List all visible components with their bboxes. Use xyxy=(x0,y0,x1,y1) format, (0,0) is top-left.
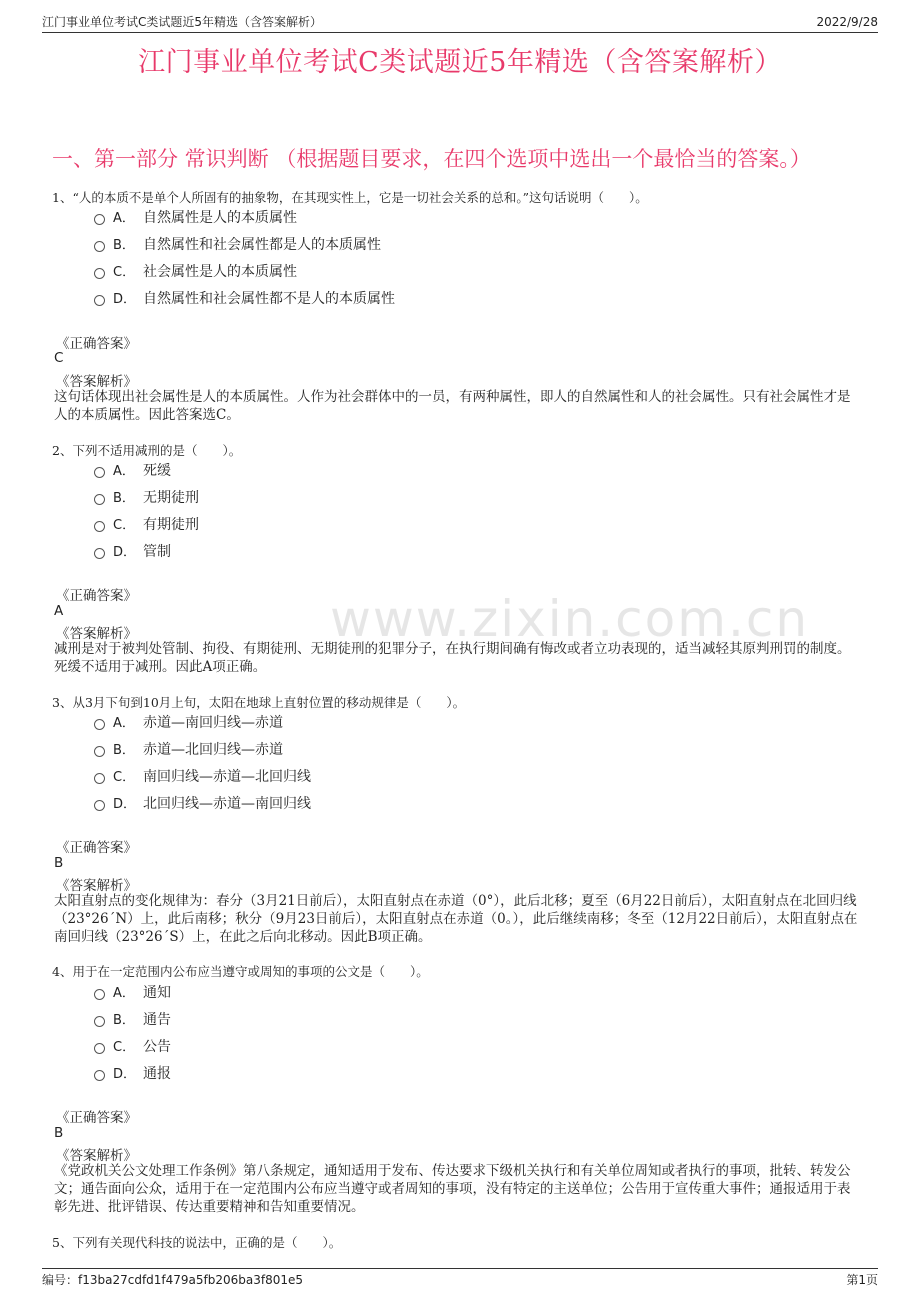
document-id: 编号：f13ba27cdfd1f479a5fb206ba3f801e5 xyxy=(42,1273,304,1287)
question-3-explanation: 太阳直射点的变化规律为：春分（3月21日前后），太阳直射点在赤道（0°），此后北移；夏至（6月22日前后），太阳直射点在北回归线（23°26´N）上，此后南移；秋分（9月23日前后），太阳直射点在赤道（0。），此后继续南移；冬至（12月22日前后），太阳直射点在南回归线（23°26´S）上，在此之后向北移动。因此B项正确。 xyxy=(54,893,858,945)
question-2-answer: A xyxy=(54,603,64,619)
question-2-option-b[interactable]: B． 无期徒刑 xyxy=(94,488,199,508)
radio-icon[interactable] xyxy=(94,719,105,730)
radio-icon[interactable] xyxy=(94,989,105,1000)
watermark: www.zixin.com.cn xyxy=(330,590,810,648)
question-4-text: 4、用于在一定范围内公布应当遵守或周知的事项的公文是（ ）。 xyxy=(52,964,429,979)
radio-icon[interactable] xyxy=(94,1070,105,1081)
radio-icon[interactable] xyxy=(94,241,105,252)
correct-answer-label: 《正确答案》 xyxy=(56,336,137,352)
question-1-answer: C xyxy=(54,350,64,366)
radio-icon[interactable] xyxy=(94,268,105,279)
question-2-option-c[interactable]: C． 有期徒刑 xyxy=(94,515,199,535)
question-4-option-a[interactable]: A． 通知 xyxy=(94,983,171,1003)
analysis-label: 《答案解析》 xyxy=(56,1148,137,1164)
radio-icon[interactable] xyxy=(94,1043,105,1054)
question-5-text: 5、下列有关现代科技的说法中，正确的是（ ）。 xyxy=(52,1235,342,1250)
question-3-option-a[interactable]: A． 赤道—南回归线—赤道 xyxy=(94,713,283,733)
question-4-option-b[interactable]: B． 通告 xyxy=(94,1010,171,1030)
page-number: 第1页 xyxy=(846,1273,878,1287)
radio-icon[interactable] xyxy=(94,467,105,478)
question-2-explanation: 减刑是对于被判处管制、拘役、有期徒刑、无期徒刑的犯罪分子，在执行期间确有悔改或者立功表现的，适当减轻其原判刑罚的制度。死缓不适用于减刑。因此A项正确。 xyxy=(54,641,851,675)
question-4-option-c[interactable]: C． 公告 xyxy=(94,1037,171,1057)
question-3-option-b[interactable]: B． 赤道—北回归线—赤道 xyxy=(94,740,283,760)
radio-icon[interactable] xyxy=(94,1016,105,1027)
question-3-answer: B xyxy=(54,855,64,871)
radio-icon[interactable] xyxy=(94,214,105,225)
document-title: 江门事业单位考试C类试题近5年精选（含答案解析） xyxy=(138,47,782,78)
page-footer xyxy=(42,1268,878,1288)
question-2-option-d[interactable]: D． 管制 xyxy=(94,542,171,562)
question-1-option-d[interactable]: D． 自然属性和社会属性都不是人的本质属性 xyxy=(94,289,395,309)
question-2-text: 2、下列不适用减刑的是（ ）。 xyxy=(52,443,242,458)
radio-icon[interactable] xyxy=(94,773,105,784)
radio-icon[interactable] xyxy=(94,548,105,559)
question-1-option-c[interactable]: C． 社会属性是人的本质属性 xyxy=(94,262,297,282)
question-1-text: 1、“人的本质不是单个人所固有的抽象物，在其现实性上，它是一切社会关系的总和。”这句话说明（ ）。 xyxy=(52,190,648,205)
question-1-explanation: 这句话体现出社会属性是人的本质属性。人作为社会群体中的一员，有两种属性，即人的自然属性和人的社会属性。只有社会属性才是人的本质属性。因此答案选C。 xyxy=(54,389,851,423)
question-3-text: 3、从3月下旬到10月上旬，太阳在地球上直射位置的移动规律是（ ）。 xyxy=(52,695,466,710)
radio-icon[interactable] xyxy=(94,521,105,532)
question-3-option-c[interactable]: C． 南回归线—赤道—北回归线 xyxy=(94,767,311,787)
radio-icon[interactable] xyxy=(94,800,105,811)
correct-answer-label: 《正确答案》 xyxy=(56,840,137,856)
correct-answer-label: 《正确答案》 xyxy=(56,1110,137,1126)
question-1-option-a[interactable]: A． 自然属性是人的本质属性 xyxy=(94,208,297,228)
header-date: 2022/9/28 xyxy=(816,15,878,29)
question-4-answer: B xyxy=(54,1125,64,1141)
radio-icon[interactable] xyxy=(94,746,105,757)
radio-icon[interactable] xyxy=(94,295,105,306)
analysis-label: 《答案解析》 xyxy=(56,878,137,894)
radio-icon[interactable] xyxy=(94,494,105,505)
analysis-label: 《答案解析》 xyxy=(56,374,137,390)
section-heading: 一、第一部分 常识判断 （根据题目要求，在四个选项中选出一个最恰当的答案。） xyxy=(52,147,811,171)
analysis-label: 《答案解析》 xyxy=(56,626,137,642)
question-4-option-d[interactable]: D． 通报 xyxy=(94,1064,171,1084)
question-1-option-b[interactable]: B． 自然属性和社会属性都是人的本质属性 xyxy=(94,235,381,255)
header-doc-title: 江门事业单位考试C类试题近5年精选（含答案解析） xyxy=(42,15,323,29)
correct-answer-label: 《正确答案》 xyxy=(56,588,137,604)
page-header xyxy=(42,14,878,33)
question-4-explanation: 《党政机关公文处理工作条例》第八条规定，通知适用于发布、传达要求下级机关执行和有关单位周知或者执行的事项，批转、转发公文；通告面向公众，适用于在一定范围内公布应当遵守或者周知的事项，没有特定的主送单位；公告用于宣传重大事件；通报适用于表彰先进、批评错误、传达重要精神和告知重要情况。 xyxy=(54,1163,851,1215)
question-2-option-a[interactable]: A． 死缓 xyxy=(94,461,171,481)
question-3-option-d[interactable]: D． 北回归线—赤道—南回归线 xyxy=(94,794,311,814)
